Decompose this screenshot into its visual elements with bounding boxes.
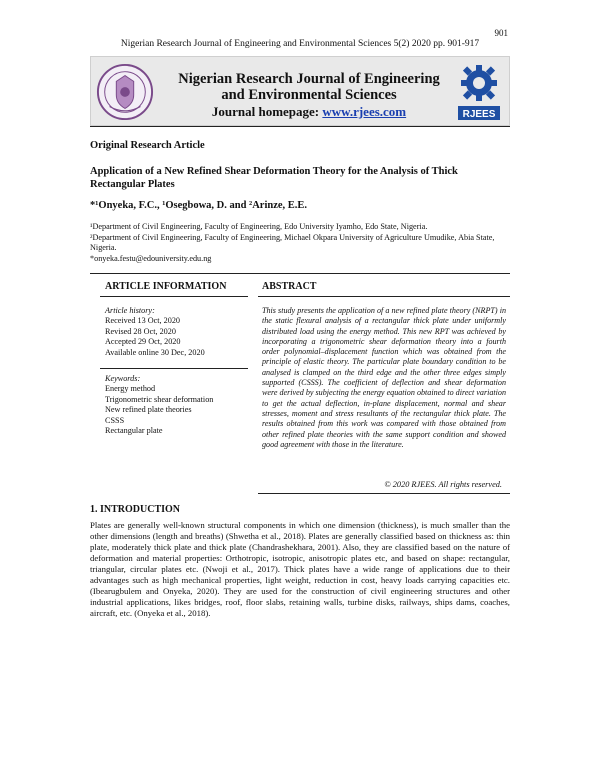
- homepage-label: Journal homepage:: [211, 104, 320, 119]
- keyword-item: New refined plate theories: [105, 405, 192, 415]
- keyword-item: Energy method: [105, 384, 156, 394]
- abstract-heading: ABSTRACT: [262, 281, 317, 292]
- rjees-gear-logo-icon: [455, 61, 503, 123]
- journal-title: Nigerian Research Journal of Engineering and Environmental Sciences: [178, 71, 440, 103]
- running-head: Nigerian Research Journal of Engineering and Environmental Sciences 5(2) 2020 pp. 901-917: [120, 39, 480, 49]
- article-authors: *¹Onyeka, F.C., ¹Osegbowa, D. and ²Arinze, E.E.: [90, 200, 308, 211]
- introduction-body: Plates are generally well-known structural components in which one dimension (thickness), is much smaller than the other dimensions (length and breaths) (Shwetha et al., 2018). Plates are generally classified based on thickness as: thin plate, moderately thick plate and thick plate (Chandrashekhara, 2001). Also, they are classified based on the nature of deformation and material properties: Orthotropic, isotropic, anisotropic plates etc, and based on shape: rectangular, triangular, circular plates etc. (Nwoji et al., 2017). Thick plates have a wide range of applications due to their advantages such as high mechanical properties, light weight, reduction in cost, heavy loads carrying capacities etc. (Ibearugbulem and Onyeka, 2020). They are used for the construction of civil engineering structures and other industrial applications, likes bridges, roof, floor slabs, retaining walls, turbine disks, railways, ships dams, coaches, aircraft, etc. (Onyeka et al., 2018).: [90, 520, 510, 618]
- header-divider: [90, 126, 510, 127]
- article-info-divider: [100, 296, 248, 297]
- keywords-label: Keywords:: [105, 374, 141, 383]
- affiliation-2: ²Department of Civil Engineering, Faculty of Engineering, Michael Okpara University of Agriculture Umudike, Abia State, Nigeria.: [90, 232, 495, 252]
- journal-banner: [90, 56, 510, 126]
- copyright: © 2020 RJEES. All rights reserved.: [384, 480, 502, 489]
- keyword-item: Rectangular plate: [105, 426, 163, 436]
- keyword-item: Trigonometric shear deformation: [105, 394, 214, 404]
- article-type: Original Research Article: [90, 140, 205, 151]
- keywords-divider: [100, 368, 248, 369]
- abstract-end-divider: [258, 493, 510, 494]
- affiliation-1: ¹Department of Civil Engineering, Faculty of Engineering, Edo University Iyamho, Edo State, Nigeria.: [90, 222, 428, 231]
- keyword-item: CSSS: [105, 415, 125, 425]
- history-revised: Revised 28 Oct, 2020: [105, 326, 176, 336]
- article-title: Application of a New Refined Shear Deformation Theory for the Analysis of Thick Rectangular Plates: [90, 166, 458, 190]
- info-divider: [90, 273, 510, 274]
- university-seal-icon: [96, 63, 154, 121]
- abstract-text: This study presents the application of a new refined plate theory (NRPT) in the static flexural analysis of a rectangular thick plate under uniformly distributed load using the energy method. This new RPT was achieved by incorporating a trigonometric shear deformation theory into a fourth order polynomial–displacement function which was obtained from the principle of elastic theory. The particular plate boundary condition to be analysed is clamped on the third edge and the other three edges simply supported (CSSS). The coefficient of deflection and shear deformation were derived by subjecting the energy equation obtained to direct variation to get the actual deflection, in-plane displacement, normal and shear stresses, moment and stress resultants of the rectangular thick plate. The results obtained from this work was compared with those obtained from other refined plate theories with the same support condition and showed good agreement with those in the literature.: [262, 306, 506, 449]
- article-history: [105, 306, 248, 358]
- history-available: Available online 30 Dec, 2020: [105, 347, 205, 357]
- introduction-heading: 1. INTRODUCTION: [90, 504, 181, 515]
- journal-homepage: [169, 104, 449, 120]
- rjees-logo-text: RJEES: [462, 109, 496, 120]
- article-info-heading: ARTICLE INFORMATION: [105, 281, 227, 292]
- page-number: 901: [494, 28, 508, 38]
- homepage-link[interactable]: www.rjees.com: [322, 104, 407, 119]
- affiliations: [90, 222, 510, 264]
- history-accepted: Accepted 29 Oct, 2020: [105, 337, 181, 347]
- corresponding-email: *onyeka.festu@edouniversity.edu.ng: [90, 253, 212, 263]
- history-received: Received 13 Oct, 2020: [105, 316, 181, 326]
- abstract-divider: [258, 296, 510, 297]
- history-label: Article history:: [105, 306, 155, 315]
- keywords: [105, 374, 248, 436]
